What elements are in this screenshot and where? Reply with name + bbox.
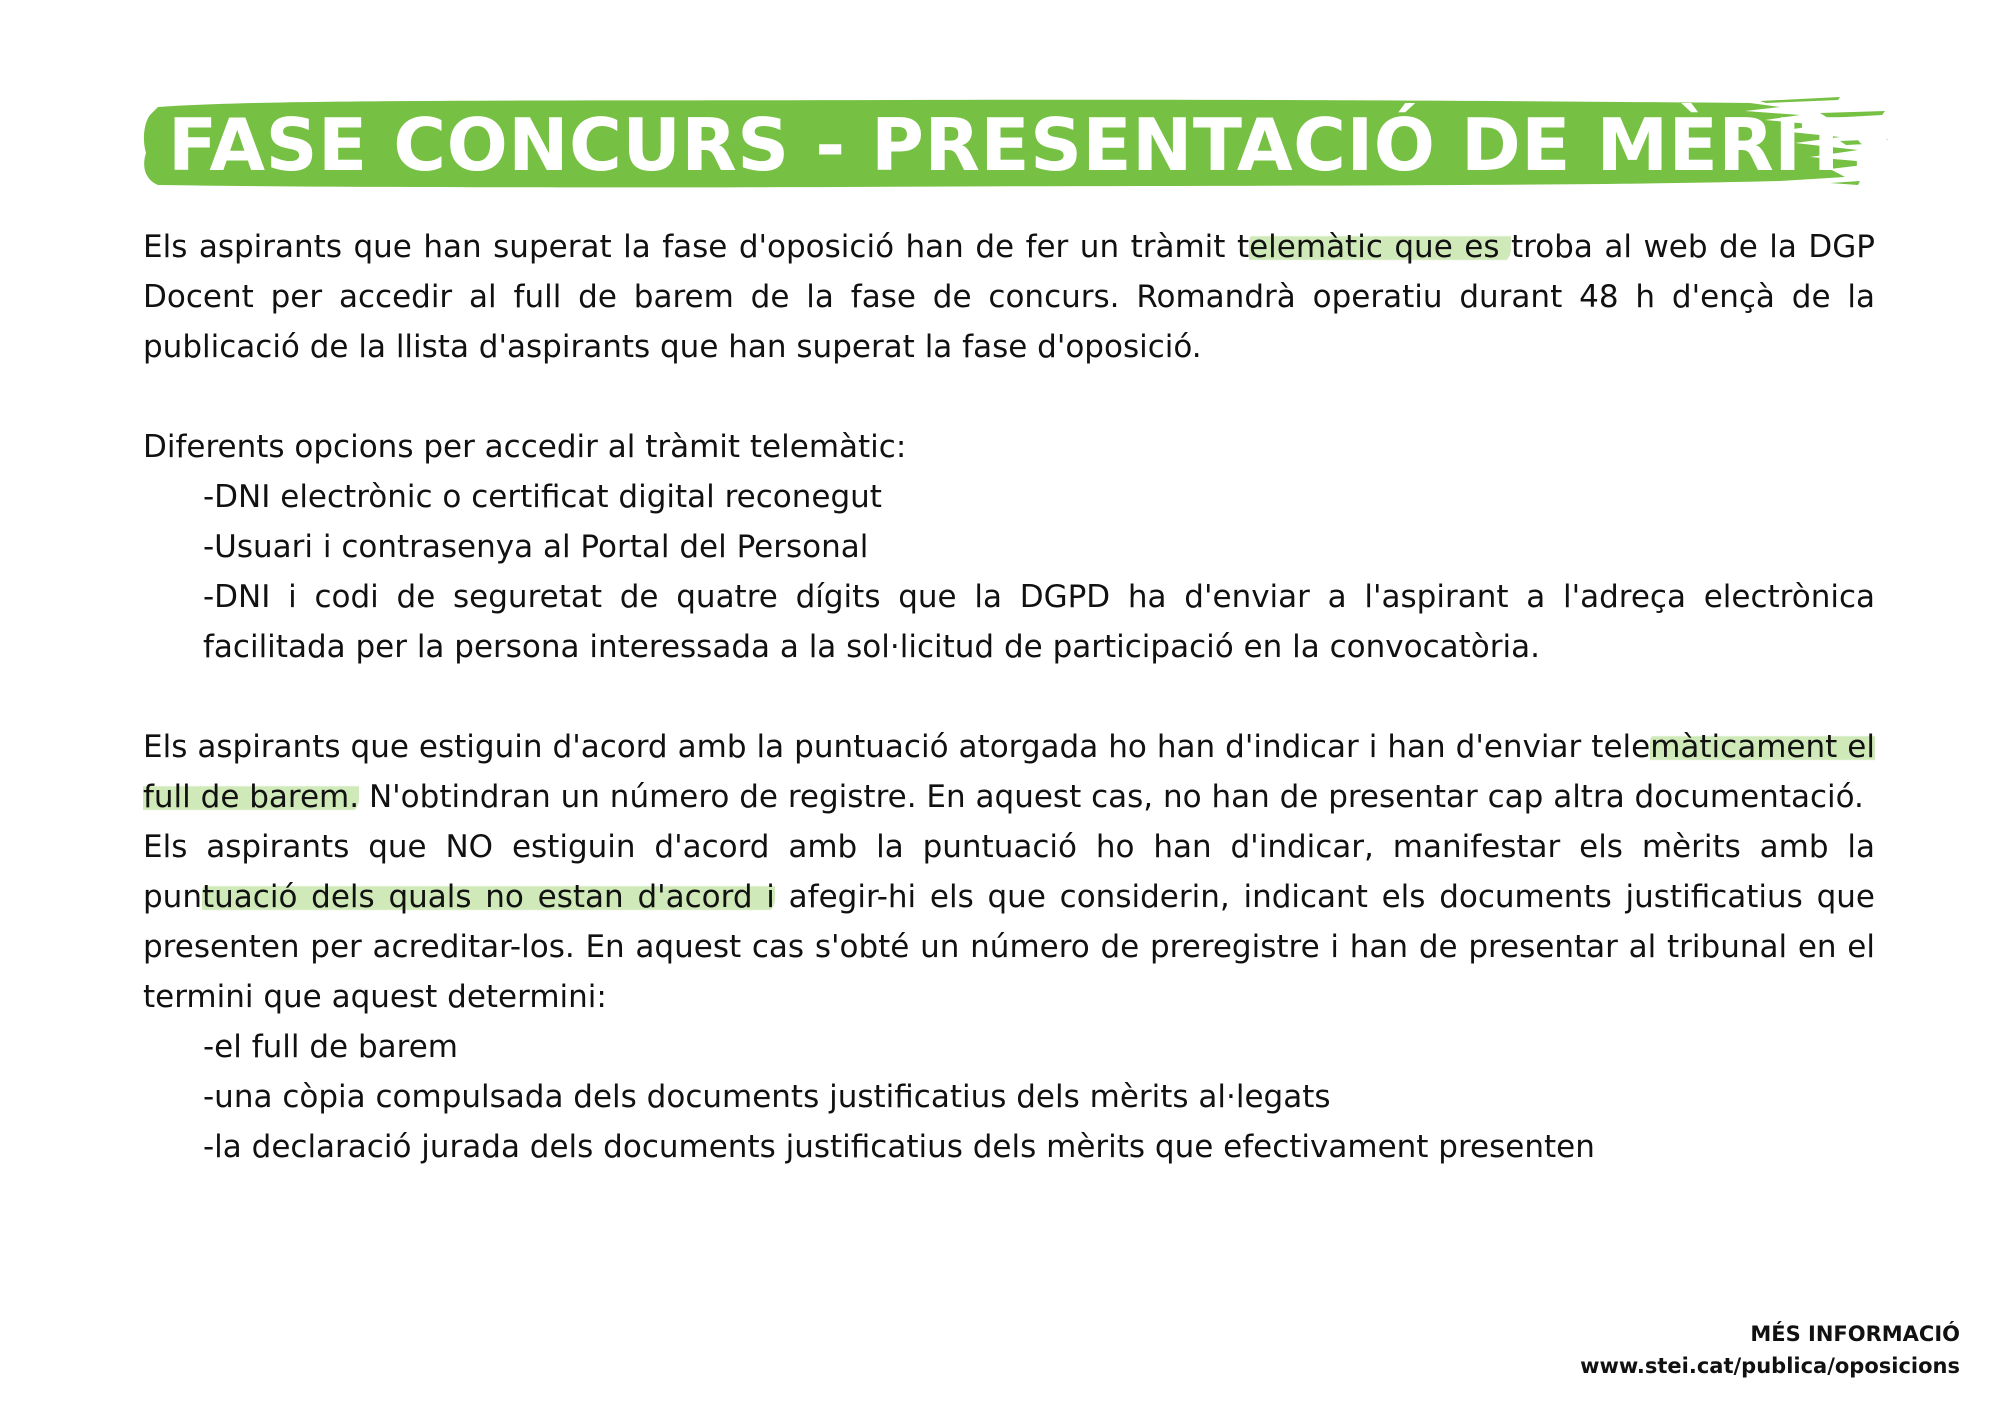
page-title: FASE CONCURS - PRESENTACIÓ DE MÈRITS [168,103,1904,187]
intro-text-start: Els aspirants que han superat la fase d'oposició han de fer un tràmit t [143,229,1250,265]
intro-text-end: troba al web de la DGP Docent per accedir al full de barem de la fase de concurs. Romandrà operatiu durant 48 h d'ençà de la publicació de la llista d'aspirants que han superat la fase d'oposició. [143,229,1875,365]
option-item: -DNI electrònic o certificat digital reconegut [203,479,882,515]
paragraph-spacer [143,372,1875,422]
highlighted-text: màticament el full de barem. [143,729,1875,815]
disagree-text-start: Els aspirants que NO estiguin d'acord amb la puntuació ho han d'indicar, manifestar els mèrits amb la pun [143,829,1875,915]
option-item: -Usuari i contrasenya al Portal del Personal [203,529,869,565]
agree-text-end: N'obtindran un número de registre. En aquest cas, no han de presentar cap altra documentació. [359,779,1864,815]
disagree-paragraph [143,822,1875,1022]
more-info-label: MÉS INFORMACIÓ [1750,1322,1960,1346]
agree-paragraph [143,722,1875,822]
more-info-url[interactable]: www.stei.cat/publica/oposicions [1580,1354,1960,1378]
footer-more-info [1580,1318,1960,1382]
title-banner [140,95,1904,195]
document-item: -el full de barem [203,1029,458,1065]
intro-paragraph [143,222,1875,372]
disagree-text-end: afegir-hi els que considerin, indicant els documents justificatius que presenten per acreditar-los. En aquest cas s'obté un número de preregistre i han de presentar al tribunal en el termini que aquest determini: [143,879,1875,1015]
highlighted-text: elemàtic que es [1249,229,1511,265]
document-item: -una còpia compulsada dels documents justificatius dels mèrits al·legats [203,1079,1331,1115]
document-item: -la declaració jurada dels documents justificatius dels mèrits que efectivament presenten [203,1129,1595,1165]
highlighted-text: tuació dels quals no estan d'acord i [201,879,775,915]
document-body [143,222,1875,1172]
paragraph-spacer [143,672,1875,722]
agree-text-start: Els aspirants que estiguin d'acord amb la puntuació atorgada ho han d'indicar i han d'enviar tele [143,729,1651,765]
options-heading: Diferents opcions per accedir al tràmit telemàtic: [143,429,907,465]
option-item: -DNI i codi de seguretat de quatre dígits que la DGPD ha d'enviar a l'aspirant a l'adreça electrònica facilitada per la persona interessada a la sol·licitud de participació en la convocatòria. [203,579,1875,665]
